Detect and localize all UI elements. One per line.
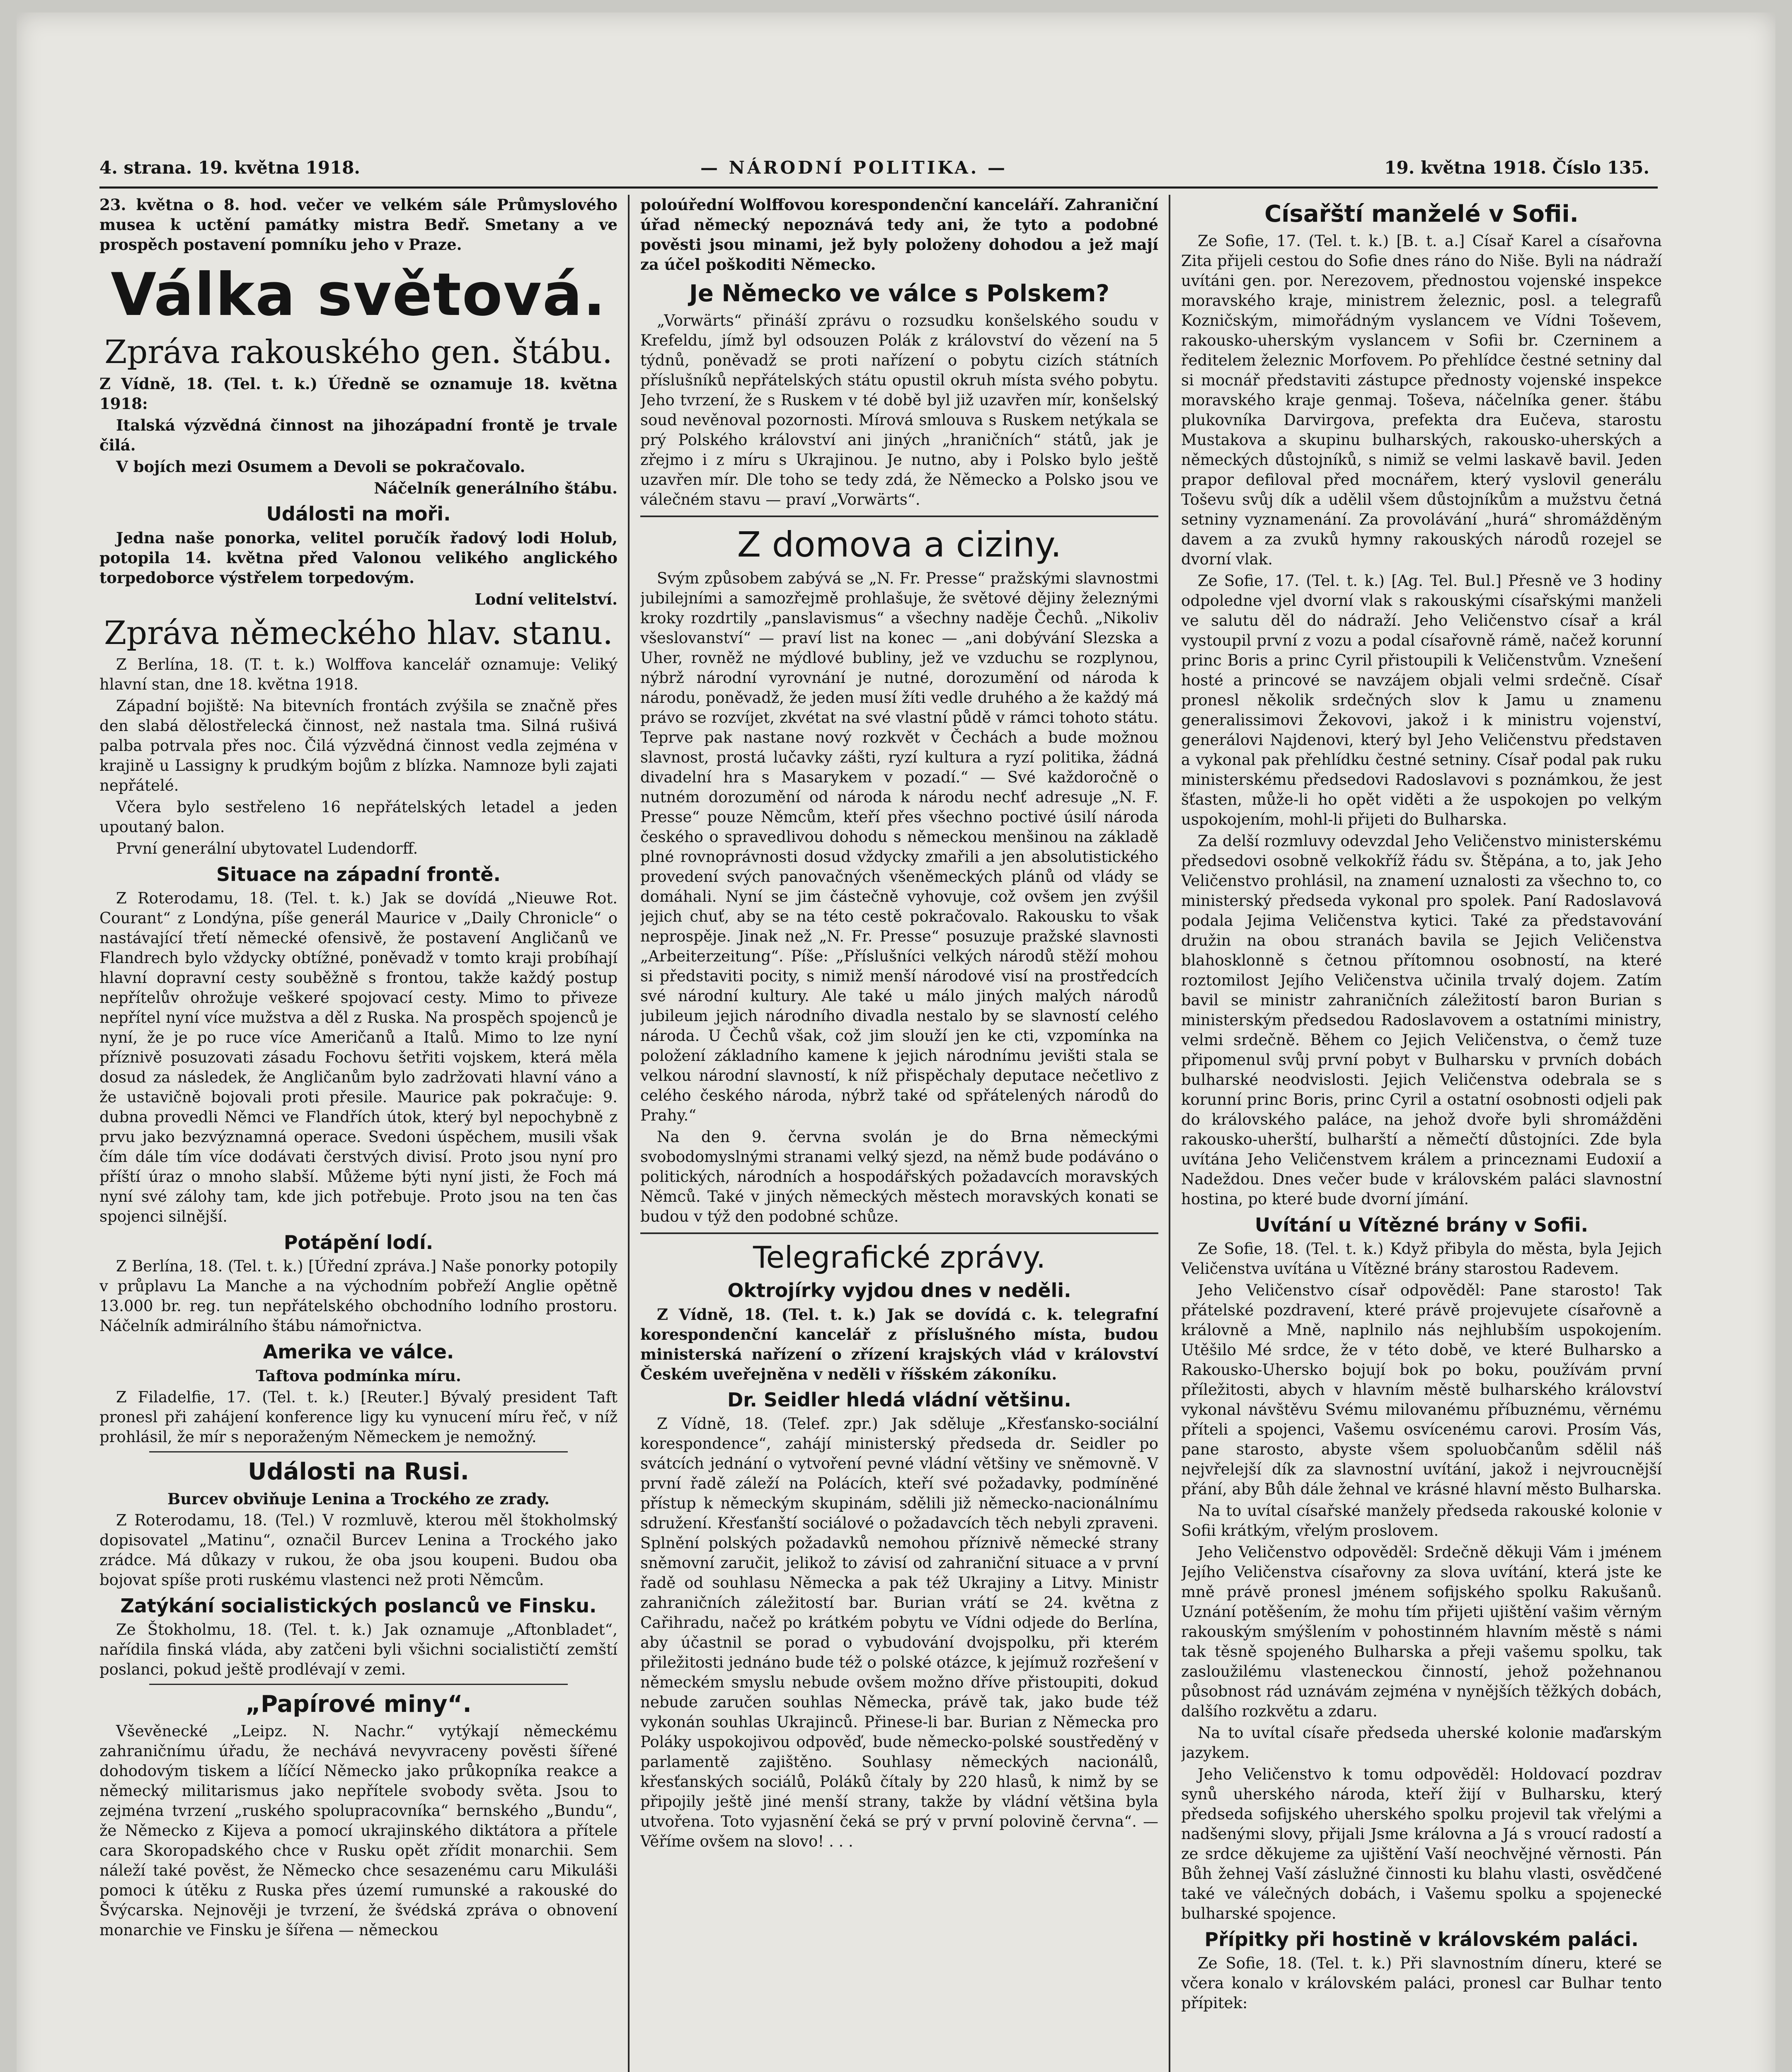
article-signature: První generální ubytovatel Ludendorff. xyxy=(116,840,418,857)
article-paragraph: Na den 9. června svolán je do Brna německými svobodomyslnými stranami velký sjezd, na němž bude podáváno o politických, národních a hospodářských požadavcích moravských Němců. Také v jiných německých městech moravských konati se budou v týž den podobné schůze. xyxy=(640,1128,1158,1225)
article-subheadline: Taftova podmínka míru. xyxy=(256,1367,461,1385)
article-headline: Telegrafické zprávy. xyxy=(753,1240,1046,1275)
page-header xyxy=(99,157,1649,186)
article-paragraph: poloúřední Wolffovou korespondenční kanceláří. Zahraniční úřad německý nepoznává tedy ani, že tyto a podobné pověsti jsou minami, jež byly položeny dohodou a jež mají za účel poškoditi Německo. xyxy=(640,196,1158,274)
article-paragraph: Z Roterodamu, 18. (Tel.) V rozmluvě, kterou měl štokholmský dopisovatel „Matinu“, označil Burcev Lenina a Trockého jako zrádce. Má důkazy v rukou, že oba jsou koupeni. Budou oba bojovat spíše proti ruskému vlastenci než proti Němcům. xyxy=(99,1511,618,1589)
article-paragraph: Ze Sofie, 17. (Tel. t. k.) [Ag. Tel. Bul.] Přesně ve 3 hodiny odpoledne vjel dvorní vlak s rakouskými císařskými manželi ve salutu děl do nádraží. Jeho Veličenstvo císař a král vystoupil první z vozu a podal císařovně rámě, načež korunní princ Boris a princ Cyril přistoupili k Veličenstvům. Vznešení hosté a princové se navzájem objali velmi srdečně. Císař pronesl několik srdečných slov k Jamu u znamenu generalissimovi Žekovovi, jakož i k ministru vojenství, generálovi Najdenovi, který byl Jeho Veličenstvu představen a vykonal pak přehlídku čestné setniny. Císař podal pak ruku ministerskému předsedovi Radoslavovi s poznámkou, že jest šťasten, může-li ho opět viděti a že uspokojen po velkým uspokojením, mohl-li přijeti do Bulharska. xyxy=(1181,572,1662,828)
article-headline: Události na Rusi. xyxy=(248,1458,469,1485)
article-paragraph: Svým způsobem zabývá se „N. Fr. Presse“ pražskými slavnostmi jubilejními a samozřejmě prohlašuje, že světové dějiny železnými kroky rozdrtily „panslavismus“ a všechny naděje Čechů. „Nikoliv všeslovanství“ — praví list na konec — „ani dobývání Slezska a Uher, rovněž ne mýdlové bubliny, jež ve vzduchu se rozplynou, nýbrž národní vyrovnání je nutné, dorozumění od národa k národu, poněvadž, že jeden musí žíti vedle druhého a že každý má právo se rozvíjet, zkvétat na své vlastní půdě v rámci tohoto státu. Teprve pak nastane nový rozkvět v Čechách a bude možnou slavnost, prostá lučavky zášti, ryzí kultura a ryzí politika, žádná divadelní hra s Masarykem v pozadí.“ — Své každoročně o nutném dorozumění od národa k národu nechť adresuje „N. F. Presse“ pouze Němcům, kteří přes všechno poctivé úsilí národa českého o spravedlivou dohodu s německou menšinou na základě plné rovnoprávnosti dosud vždycky zmařili a jen absolutistického provedení svých panovačných všeněmeckých plánů od vlády se domáhali. Nyní se jim částečně vyhovuje, což ovšem jen zvýšil jejich chuť, aby se na této cestě pokračovalo. Rakousku to však neprospěje. Jinak než „N. Fr. Presse“ posuzuje pražské slavnosti „Arbeiterzeitung“. Píše: „Příslušníci velkých národů stěží mohou si představiti pocity, s nimiž menší národové visí na prostředcích své národní kultury. Ale také u málo jiných malých národů jubileum jejich národního divadla nestalo by se slavností celého národa. U Čechů však, což jim slouží jen ke cti, vzpomínka na položení základního kamene k jejich národnímu jevišti stala se velkou národní slavností, k níž přispěchaly deputace nečetlivo z celého českého národa, nýbrž také od spřátelených národů do Prahy.“ xyxy=(640,569,1158,1124)
article-headline: Uvítání u Vítězné brány v Sofii. xyxy=(1254,1214,1589,1236)
article-signature: Náčelník generálního štábu. xyxy=(374,479,618,497)
article-headline: Císařští manželé v Sofii. xyxy=(1264,201,1579,228)
column-divider xyxy=(1169,195,1170,2072)
article-subheadline: Oktrojírky vyjdou dnes v neděli. xyxy=(727,1279,1071,1302)
article-headline: „Papírové miny“. xyxy=(245,1691,472,1718)
article-paragraph: Ze Štokholmu, 18. (Tel. t. k.) Jak oznamuje „Aftonbladet“, nařídila finská vláda, aby zatčeni byli všichni socialističtí zemští poslanci, pokud ještě prodlévají v zemi. xyxy=(99,1621,618,1678)
separator xyxy=(640,516,1158,517)
separator xyxy=(149,1451,568,1452)
newspaper-page xyxy=(17,12,1775,2072)
article-headline: Zatýkání socialistických poslanců ve Finsku. xyxy=(120,1595,597,1617)
article-paragraph: Jeho Veličenstvo odpověděl: Srdečně děkuji Vám i jménem Jejího Veličenstva císařovny za slova uvítání, která jste ke mně právě pronesl jménem sofijského spolku Rakušanů. Uznání potěšením, že mohu tím přijeti ujištění vašim věrným rakouským smýšlením v pohostinném hlavním městě s námi tak těsně spojeného Bulharska a přeji vašemu spolku, tak zasloužilému vlasteneckou činností, jehož požehnanou působnost rád uznávám zejména v nynějších těžkých dobách, dalšího rozkvětu a zdaru. xyxy=(1181,1543,1662,1720)
article-paragraph: Jedna naše ponorka, velitel poručík řadový lodi Holub, potopila 14. května před Valonou velikého anglického torpedoborce výstřelem torpedovým. xyxy=(99,529,618,587)
article-paragraph: Jeho Veličenstvo císař odpověděl: Pane starosto! Tak přátelské pozdravení, které právě projevujete císařovně a královně a Mně, naplnilo nás nejhlubším uspokojením. Utěšilo Mé srdce, že v této době, ve které Bulharsko a Rakousko-Uhersko bojují bok po boku, používám první příležitosti, abych v hlavním městě bulharského království vykonal návštěvu Svému milovanému příbuznému, věrnému příteli a spojenci, Vašemu osvícenému carovi. Prosím Vás, pane starosto, abyste všem spoluobčanům sdělil náš nejvřelejší dík za slavnostní uvítání, jakož i nejvroucnější přání, aby Bůh dále žehnal ve krásné hlavní město Bulharska. xyxy=(1181,1281,1662,1498)
article-paragraph: Ze Sofie, 18. (Tel. t. k.) Když přibyla do města, byla Jejich Veličenstva uvítána u Vítězné brány starostou Radevem. xyxy=(1181,1240,1662,1278)
article-paragraph: Ze Sofie, 18. (Tel. t. k.) Při slavnostním díneru, které se včera konalo v královském paláci, pronesl car Bulhar tento přípitek: xyxy=(1181,1954,1662,2012)
article-paragraph: Jeho Veličenstvo k tomu odpověděl: Holdovací pozdrav synů uherského národa, kteří žijí v Bulharsku, který předseda sofijského uherského spolku projevil tak vřelými a nadšenými slovy, přijali Jsme královna a Já s vroucí radostí a ze srdce děkujeme za ujištění Vaší neochvějné věrnosti. Pán Bůh žehnej Vaší záslužné činnosti ku blahu vlasti, osvědčené také ve válečných dobách, i Vašemu spolku a spojenecké bulharské spojence. xyxy=(1181,1765,1662,1922)
article-paragraph: Z Vídně, 18. (Telef. zpr.) Jak sděluje „Křesťansko-sociální korespondence“, zahájí ministerský předseda dr. Seidler po svátcích jednání o vytvoření pevné vládní většiny ve sněmovně. V první řadě záleží na Polácích, kteří své požadavky, podmíněné přístup k německým skupinám, sdělili již německo-nacionálnímu sdružení. Křesťanští sociálové o požadavcích těch nebyli zpraveni. Splnění polských požadavků nemohou příznivě německé strany sněmovní zaručit, jelikož to závisí od zahraniční situace a v první řadě od souhlasu Německa a pak též Ukrajiny a Litvy. Ministr zahraničních záležitostí bar. Burian vrátí se 24. května z Cařihradu, načež po krátkém pobytu ve Vídni odjede do Berlína, aby účastnil se porad o vybudování dvojspolku, při kterém přiležitosti jednáno bude též o polské otázce, k jejímuž rozřešení v německém smyslu nebude ovšem možno dříve přistoupiti, dokud nebude zaručen souhlas Německa, právě tak, jako bude též vykonán souhlas Ukrajinců. Přinese-li bar. Burian z Německa pro Poláky uspokojivou odpověď, bude německo-polské soustředěný v parlamentě zajištěno. Souhlasy německých nacionálů, křesťanských sociálů, Poláků čítaly by 220 hlasů, k nimž by se připojily ještě jiné menší strany, takže by vládní většina byla utvořena. Toto vyjasnění čeká se prý v první polovině června“. — Věříme ovšem na slovo! . . . xyxy=(640,1415,1158,1850)
article-paragraph: Italská výzvědná činnost na jihozápadní frontě je trvale čilá. xyxy=(99,416,618,454)
article-paragraph: Na to uvítal císařské manžely předseda rakouské kolonie v Sofii krátkým, vřelým proslovem. xyxy=(1181,1502,1662,1539)
header-date-left: 4. strana. 19. května 1918. xyxy=(99,157,361,178)
article-headline: Zpráva německého hlav. stanu. xyxy=(104,615,613,652)
article-paragraph: Ze Sofie, 17. (Tel. t. k.) [B. t. a.] Císař Karel a císařovna Zita přijeli cestou do Sofie dnes ráno do Niše. Byli na nádraží uvítáni gen. por. Nerezovem, přednostou vojenské inspekce moravského kraje, ministrem železnic, posl. a telegrafů Kozničským, mimořádným vyslancem ve Vídni Toševem, rakousko-uherským vyslancem v Sofii br. Czerninem a ředitelem železnic Morfovem. Po přehlídce čestné setniny dal si mocnář představiti zástupce přednosty vojenské inspekce moravského kraje genmaj. Toševa, náčelníka gener. štábu plukovníka Darvirgova, prefekta dra Eučeva, starostu Mustakova a skupinu bulharských, rakousko-uherských a německých důstojníků, s nimiž se velmi laskavě bavil. Jeden prapor defiloval před mocnářem, který vyslovil generálu Toševu svůj dík a udělil všem důstojníkům a mužstvu četná setniny vyznamenání. Za provolávání „hurá“ shromážděným davem a za zvuků hymny rakouských národů rozejel se dvorní vlak. xyxy=(1181,232,1662,568)
article-paragraph: Z Filadelfie, 17. (Tel. t. k.) [Reuter.] Bývalý president Taft pronesl při zahájení konference ligy ku vynucení míru řeč, v níž prohlásil, že mír s neporaženým Německem je nemožný. xyxy=(99,1388,618,1446)
column-1 xyxy=(99,195,618,2072)
column-divider xyxy=(628,195,630,2072)
article-paragraph: Z Berlína, 18. (Tel. t. k.) [Úřední zpráva.] Naše ponorky potopily v průplavu La Manche a na východním pobřeží Anglie opětně 13.000 br. reg. tun nepřátelského obchodního lodního prostoru. Náčelník admirálního štábu námořnictva. xyxy=(99,1257,618,1335)
column-2 xyxy=(640,195,1158,2072)
separator xyxy=(640,1232,1158,1234)
article-paragraph: Z Vídně, 18. (Tel. t. k.) Jak se dovídá c. k. telegrafní korespondenční kancelář z příslušného místa, budou ministerská nařízení o zřízení krajských vlád v království Českém uveřejněna v neděli v říšském zákoníku. xyxy=(640,1305,1158,1383)
article-headline: Amerika ve válce. xyxy=(263,1341,454,1363)
header-issue-right: 19. května 1918. Číslo 135. xyxy=(1384,157,1649,178)
article-paragraph: Včera bylo sestřeleno 16 nepřátelských letadel a jeden upoutaný balon. xyxy=(99,798,618,836)
article-signature: Lodní velitelství. xyxy=(475,590,618,608)
article-paragraph: Z Roterodamu, 18. (Tel. t. k.) Jak se dovídá „Nieuwe Rot. Courant“ z Londýna, píše generál Maurice v „Daily Chronicle“ o nastávající třetí německé ofensivě, že postavení Angličanů ve Flandrech bylo vždycky obtížné, poněvadž v tomto kraji probíhají hlavní dopravní cesty souběžně s frontou, takže každý postup nepřítelův ohrožuje veškeré spojovací cesty. Mimo to přiveze nepřítel nyní více mužstva a děl z Ruska. Na prospěch spojenců je nyní, že je po ruce více Američanů a Italů. Mimo to lze nyní příznivě posuzovati zásadu Fochovu šetřiti vojskem, která měla dosud za následek, že Angličanům bylo zadržovati hlavní váno a že ustavičně bojovali proti přesile. Maurice pak pokračuje: 9. dubna provedli Němci ve Flandřích útok, který byl nepochybně z prvu jako bezvýznamná operace. Svedoni úspěchem, musili však čím dále tím více dodávati čerstvých divisí. Proto jsou nyní pro příští úraz o mnoho slabší. Můžeme býti nyní jisti, že Foch má nyní své zálohy tam, kde jich potřebuje. Proto jsou na ten čas spojenci silnější. xyxy=(99,889,618,1225)
header-rule xyxy=(99,186,1658,189)
section-title: Válka světová. xyxy=(111,261,606,329)
column-3 xyxy=(1181,195,1662,2072)
article-paragraph: Vševěnecké „Leipz. N. Nachr.“ vytýkají německému zahraničnímu úřadu, že nechává nevyvraceny pověsti šířené dohodovým tiskem a líčící Německo jako průkopníka reakce a německý militarismus jako nepřítele svobody světa. Jsou to zejména tvrzení „ruského spolupracovníka“ bernského „Bundu“, že Německo z Kijeva a pomocí ukrajinského diktátora a přítele cara Skoropadského chce v Rusku opět zřídit monarchii. Sem náleží také pověst, že Německo chce sesazenému caru Mikuláši pomoci k útěku z Ruska přes území rumunské a rakouské do Švýcarska. Nejnověji je tvrzení, že švédská zpráva o obnovení monarchie ve Finsku je šířena — německou xyxy=(99,1722,618,1939)
separator xyxy=(149,1684,568,1685)
article-paragraph: Z Berlína, 18. (T. t. k.) Wolffova kancelář oznamuje: Veliký hlavní stan, dne 18. května 1918. xyxy=(99,656,618,693)
article-headline: Dr. Seidler hledá vládní většinu. xyxy=(727,1389,1071,1411)
article-headline: Potápění lodí. xyxy=(283,1231,433,1254)
intro-note: 23. května o 8. hod. večer ve velkém sále Průmyslového musea k uctění památky mistra Bedř. Smetany a ve prospěch postavení pomníku jeho v Praze. xyxy=(99,196,618,254)
article-headline: Situace na západní frontě. xyxy=(216,863,501,886)
article-headline: Události na moři. xyxy=(266,503,451,525)
article-headline: Je Německo ve válce s Polskem? xyxy=(689,280,1109,307)
article-subheadline: Burcev obviňuje Lenina a Trockého ze zrady. xyxy=(167,1490,550,1508)
article-paragraph: Západní bojiště: Na bitevních frontách zvýšila se značně přes den slabá dělostřelecká činnost, než nastala tma. Silná rušivá palba potrvala přes noc. Čilá výzvědná činnost vedla zejména v krajině u Lassigny k prudkým bojům z blízka. Namnoze byli zajati nepřátelé. xyxy=(99,697,618,794)
article-paragraph: Za delší rozmluvy odevzdal Jeho Veličenstvo ministerskému předsedovi osobně velkokříž řádu sv. Štěpána, a to, jak Jeho Veličenstvo prohlásil, na znamení uznalosti za všechno to, co ministerský předseda vykonal pro spolek. Paní Radoslavová podala Jejima Veličenstva kytici. Také za představování družin na obou stranách bavila se Jejich Veličenstva blahosklonně s četnou přítomnou osobností, na které roztomilost Jejího Veličenstva učinila trvalý dojem. Zatím bavil se ministr zahraničních záležitostí baron Burian s ministerským předsedou Radoslavovem a ostatními ministry, velmi srdečně. Během co Jejich Veličenstva, o čemž tuze připomenul svůj první pobyt v Bulharsku v prvních dobách bulharské neodvislosti. Jejich Veličenstva odebrala se s korunní princ Boris, princ Cyril a ostatní osobnosti odjeli pak do královského paláce, na jehož dvoře byli shromážděni rakousko-uherští, bulharští a němečtí důstojníci. Zde byla uvítána Jeho Veličenstvem králem a princeznami Eudoxií a Nadeždou. Dnes večer bude v královském paláci slavnostní hostina, po které bude dvorní jímání. xyxy=(1181,832,1662,1208)
article-paragraph: V bojích mezi Osumem a Devoli se pokračovalo. xyxy=(116,457,525,476)
article-paragraph: Na to uvítal císaře předseda uherské kolonie maďarským jazykem. xyxy=(1181,1724,1662,1762)
article-paragraph: „Vorwärts“ přináší zprávu o rozsudku konšelského soudu v Krefeldu, jímž byl odsouzen Polák z království do vězení na 5 týdnů, poněvadž se proti nařízení o pobytu cizích státních příslušníků nepřátelských státu opustil okruh místa svého pobytu. Jeho tvrzení, že s Ruskem v té době byl již uzavřen mír, konšelský soud nevěnoval pozornosti. Mírová smlouva s Ruskem netýkala se prý Polského království ani jiných „hraničních“ států, jak je zřejmo i z míru s Ukrajinou. Je nutno, aby i Polsko bylo ještě uzavřen mír. Dle toho se tedy zdá, že Německo a Polsko jsou ve válečném stavu — praví „Vorwärts“. xyxy=(640,312,1158,508)
article-headline: Z domova a ciziny. xyxy=(737,524,1062,565)
article-headline: Přípitky při hostině v královském paláci. xyxy=(1204,1928,1639,1951)
masthead: — NÁRODNÍ POLITIKA. — xyxy=(700,157,1008,178)
article-headline: Zpráva rakouského gen. štábu. xyxy=(104,334,613,371)
article-paragraph: Z Vídně, 18. (Tel. t. k.) Úředně se oznamuje 18. května 1918: xyxy=(99,375,618,413)
